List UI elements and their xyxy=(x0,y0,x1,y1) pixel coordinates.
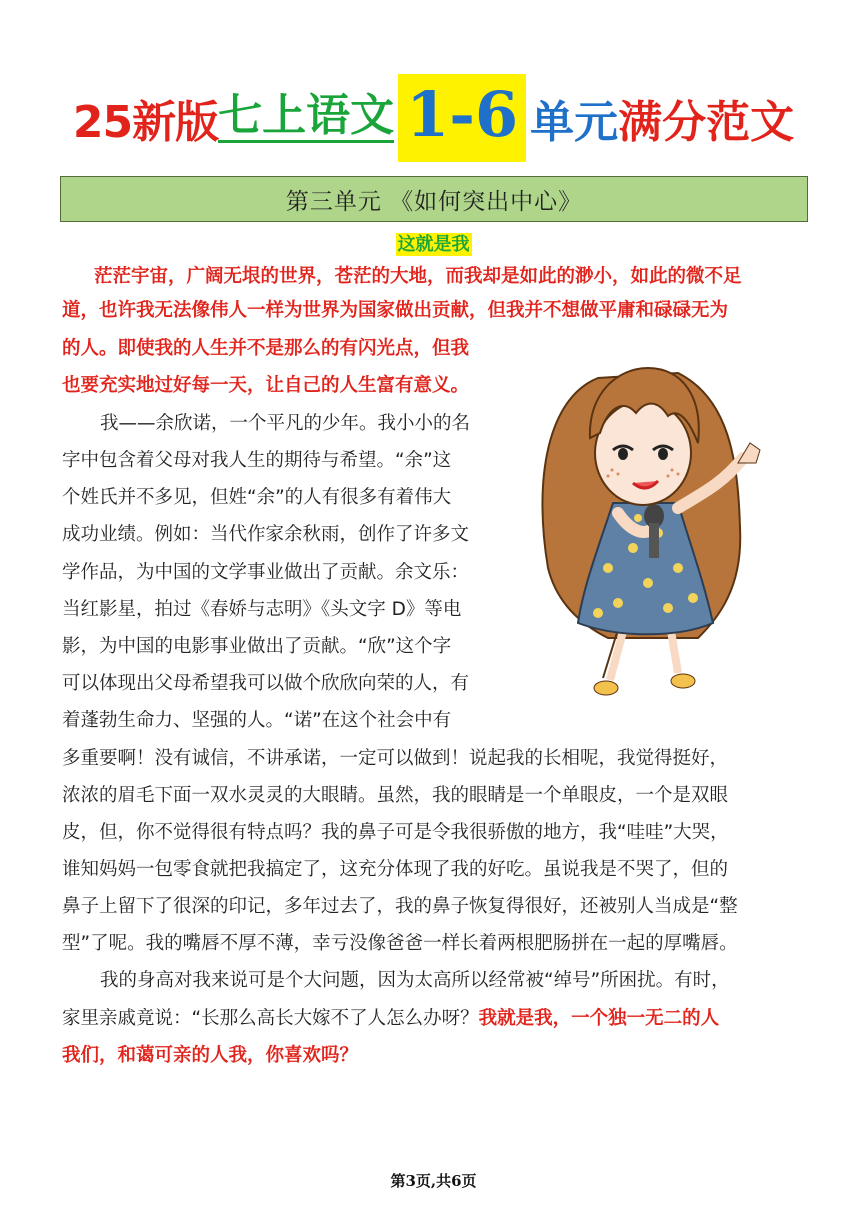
page-number: 第3页,共6页 xyxy=(390,1172,477,1190)
paragraph-line xyxy=(62,1006,719,1032)
title-prefix: 25新版 xyxy=(72,97,219,148)
girl-with-microphone-illustration xyxy=(528,338,768,708)
paragraph-line: 鼻子上留下了很深的印记，多年过去了，我的鼻子恢复得很好，还被别人当成是“整 xyxy=(62,896,738,917)
title-suffix: 满分范文 xyxy=(618,97,795,148)
paragraph-line: 着蓬勃生命力、坚强的人。“诺”在这个社会中有 xyxy=(62,710,452,731)
paragraph-line: 也要充实地过好每一天，让自己的人生富有意义。 xyxy=(62,375,470,396)
paragraph-line: 皮，但，你不觉得很有特点吗？我的鼻子可是令我很骄傲的地方，我“哇哇”大哭， xyxy=(62,822,729,843)
paragraph-line: 我的身高对我来说可是个大问题，因为太高所以经常被“绰号”所困扰。有时， xyxy=(100,970,730,991)
paragraph-line: 我们，和蔼可亲的人我，你喜欢吗？ xyxy=(62,1045,359,1066)
paragraph-text: 家里亲戚竟说：“长那么高长大嫁不了人怎么办呀？ xyxy=(62,1008,479,1029)
paragraph-line: 个姓氏并不多见，但姓“余”的人有很多有着伟大 xyxy=(62,487,452,508)
paragraph-line: 影，为中国的电影事业做出了贡献。“欣”这个字 xyxy=(62,636,452,657)
paragraph-line: 可以体现出父母希望我可以做个欣欣向荣的人，有 xyxy=(62,673,470,694)
paragraph-line: 的人。即使我的人生并不是那么的有闪光点，但我 xyxy=(62,338,470,359)
highlighted-text: 我就是我，一个独一无二的人 xyxy=(478,1008,720,1029)
paragraph-line: 道，也许我无法像伟人一样为世界为国家做出贡献，但我并不想做平庸和碌碌无为 xyxy=(62,300,729,321)
page-title xyxy=(0,62,867,174)
essay-title xyxy=(0,230,867,256)
paragraph-line: 茫茫宇宙，广阔无垠的世界，苍茫的大地，而我却是如此的渺小，如此的微不足 xyxy=(94,266,742,287)
paragraph-line: 多重要啊！没有诚信，不讲承诺，一定可以做到！说起我的长相呢，我觉得挺好， xyxy=(62,748,729,769)
paragraph-line: 字中包含着父母对我人生的期待与希望。“余”这 xyxy=(62,450,452,471)
unit-heading-bar: 第三单元 《如何突出中心》 xyxy=(60,176,808,222)
title-subject: 七上语文 xyxy=(218,90,395,142)
paragraph-line: 谁知妈妈一包零食就把我搞定了，这充分体现了我的好吃。虽说我是不哭了，但的 xyxy=(62,859,729,880)
paragraph-line: 浓浓的眉毛下面一双水灵灵的大眼睛。虽然，我的眼睛是一个单眼皮，一个是双眼 xyxy=(62,785,729,806)
title-range: 1-6 xyxy=(398,74,526,162)
paragraph-line: 成功业绩。例如：当代作家余秋雨，创作了许多文 xyxy=(62,524,470,545)
paragraph-line: 学作品，为中国的文学事业做出了贡献。余文乐： xyxy=(62,562,470,583)
paragraph-line: 型”了呢。我的嘴唇不厚不薄，幸亏没像爸爸一样长着两根肥肠拼在一起的厚嘴唇。 xyxy=(62,933,738,954)
paragraph-line: 我——余欣诺，一个平凡的少年。我小小的名 xyxy=(100,413,471,434)
paragraph-line: 当红影星，拍过《春娇与志明》《头文字 D》等电 xyxy=(62,599,462,620)
essay-title-text: 这就是我 xyxy=(397,234,470,255)
title-unit-word: 单元 xyxy=(530,97,619,148)
